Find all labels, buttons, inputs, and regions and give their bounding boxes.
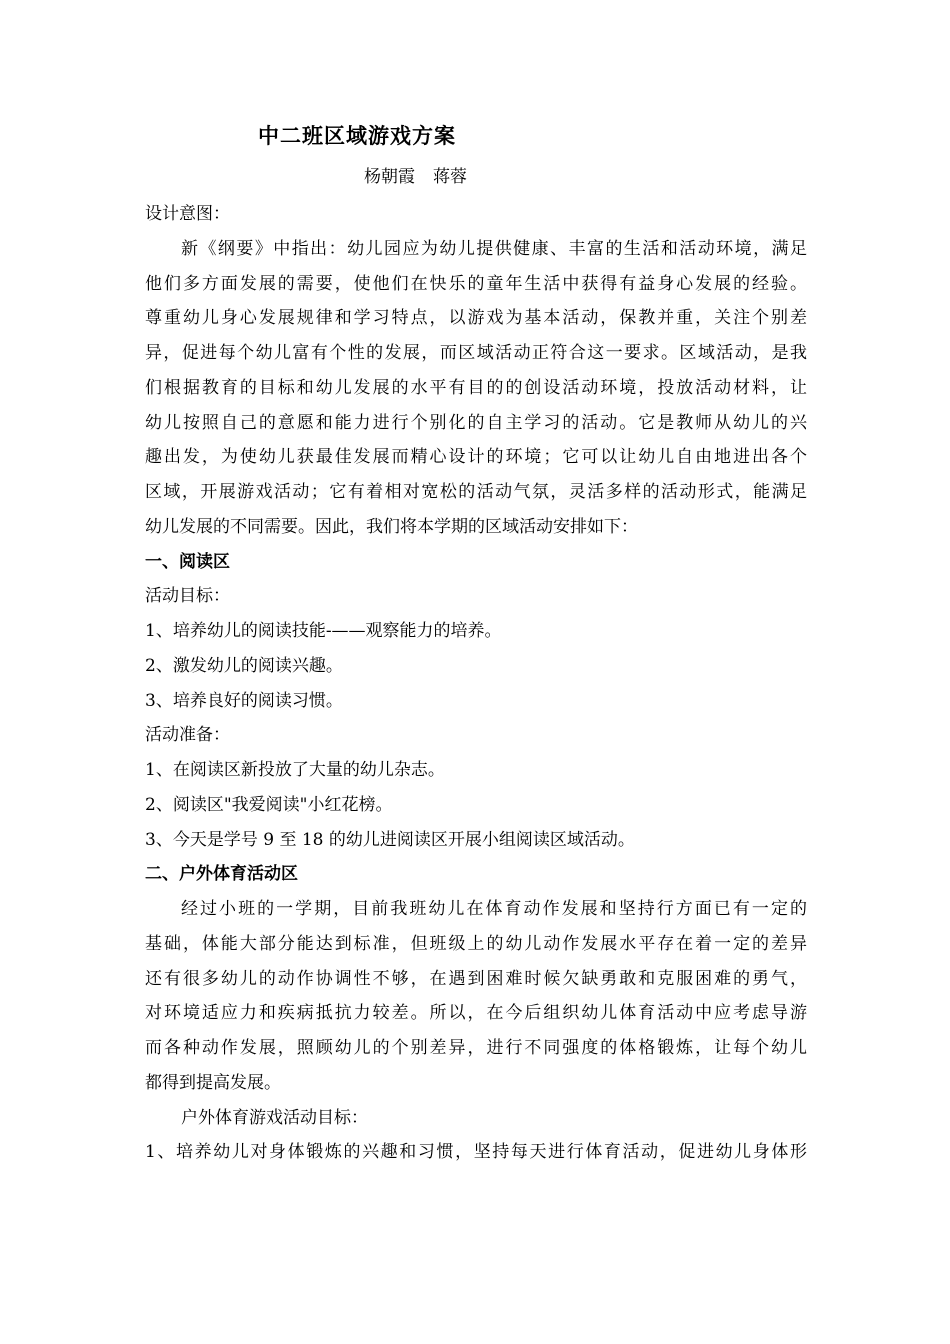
outdoor-paragraph-line: 还有很多幼儿的动作协调性不够，在遇到困难时候欠缺勇敢和克服困难的勇气， <box>145 968 807 989</box>
outdoor-paragraph-line: 而各种动作发展，照顾幼儿的个别差异，进行不同强度的体格锻炼，让每个幼儿 <box>145 1038 807 1058</box>
outdoor-goal-item: 1、培养幼儿对身体锻炼的兴趣和习惯，坚持每天进行体育活动，促进幼儿身体形 <box>145 1142 807 1163</box>
goal-item: 1、培养幼儿的阅读技能-——观察能力的培养。 <box>145 621 502 641</box>
prep-item: 1、在阅读区新投放了大量的幼儿杂志。 <box>145 760 445 780</box>
outdoor-paragraph-line: 对环境适应力和疾病抵抗力较差。所以，在今后组织幼儿体育活动中应考虑导游 <box>145 1003 807 1024</box>
prep-item: 2、阅读区"我爱阅读"小红花榜。 <box>145 794 393 815</box>
outdoor-paragraph-line: 都得到提高发展。 <box>145 1072 281 1093</box>
author-name: 蒋蓉 <box>433 167 467 187</box>
goals-label: 活动目标： <box>145 586 230 607</box>
intro-paragraph-line: 新《纲要》中指出：幼儿园应为幼儿提供健康、丰富的生活和活动环境，满足 <box>181 238 807 259</box>
outdoor-paragraph-line: 基础，体能大部分能达到标准，但班级上的幼儿动作发展水平存在着一定的差异 <box>145 933 807 954</box>
intro-paragraph-line: 他们多方面发展的需要，使他们在快乐的童年生活中获得有益身心发展的经验。 <box>145 273 807 294</box>
prep-label: 活动准备： <box>145 725 230 746</box>
document-body <box>145 197 807 1170</box>
section-heading-reading: 一、阅读区 <box>145 551 230 572</box>
outdoor-paragraph-line: 经过小班的一学期，目前我班幼儿在体育动作发展和坚持行方面已有一定的 <box>181 899 807 919</box>
intro-paragraph-line: 幼儿发展的不同需要。因此，我们将本学期的区域活动安排如下： <box>145 516 638 537</box>
section-heading-outdoor: 二、户外体育活动区 <box>145 864 298 885</box>
intro-paragraph-line: 尊重幼儿身心发展规律和学习特点，以游戏为基本活动，保教并重，关注个别差 <box>145 308 807 329</box>
goal-item: 3、培养良好的阅读习惯。 <box>145 690 343 711</box>
document-authors <box>364 162 467 187</box>
intro-paragraph-line: 区域，开展游戏活动；它有着相对宽松的活动气氛，灵活多样的活动形式，能满足 <box>145 482 807 502</box>
document-title: 中二班区域游戏方案 <box>258 123 456 148</box>
author-name: 杨朝霞 <box>364 167 415 187</box>
prep-item: 3、今天是学号 9 至 18 的幼儿进阅读区开展小组阅读区域活动。 <box>145 829 635 850</box>
intro-paragraph-line: 趣出发，为使幼儿获最佳发展而精心设计的环境；它可以让幼儿自由地进出各个 <box>145 447 807 468</box>
goal-item: 2、激发幼儿的阅读兴趣。 <box>145 655 343 676</box>
intro-paragraph-line: 们根据教育的目标和幼儿发展的水平有目的的创设活动环境，投放活动材料，让 <box>145 377 807 398</box>
design-intent-label: 设计意图： <box>145 204 230 224</box>
intro-paragraph-line: 异，促进每个幼儿富有个性的发展，而区域活动正符合这一要求。区域活动，是我 <box>145 343 807 363</box>
outdoor-goals-label: 户外体育游戏活动目标： <box>181 1107 368 1128</box>
intro-paragraph-line: 幼儿按照自己的意愿和能力进行个别化的自主学习的活动。它是教师从幼儿的兴 <box>145 412 807 433</box>
